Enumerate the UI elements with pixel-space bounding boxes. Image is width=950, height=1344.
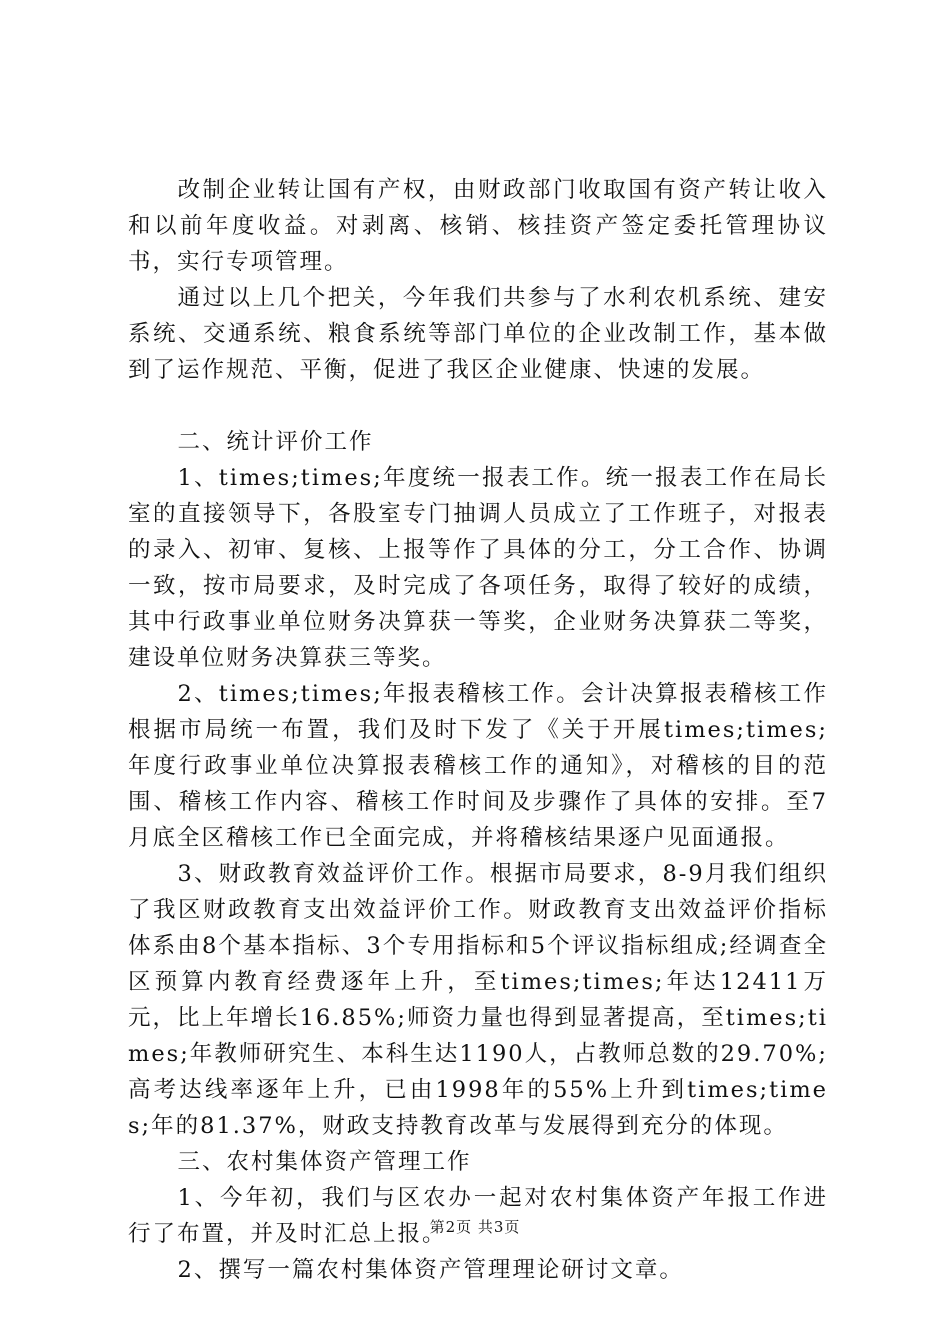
paragraph-research-article: 2、撰写一篇农村集体资产管理理论研讨文章。 bbox=[177, 1257, 684, 1283]
paragraph-education-evaluation: 3、财政教育效益评价工作。根据市局要求，8-9月我们组织了我区财政教育支出效益评价工作。财政教育支出效益评价指标体系由8个基本指标、3个专用指标和5个评议指标组成;经调查全区预算内教育经费逐年上升，至times;times;年达12411万元，比上年增长16.85%;师资力量也得到显著提高，至times;times;年教师研究生、本科生达1190人，占教师总数的29.70%;高考达线率逐年上升，已由1998年的55%上升到times;times;年的81.37%，财政支持教育改革与发展得到充分的体现。 bbox=[128, 861, 828, 1139]
page-footer: 第2页 共3页 bbox=[429, 1218, 521, 1236]
paragraph-asset-transfer: 改制企业转让国有产权，由财政部门收取国有资产转让收入和以前年度收益。对剥离、核销、核挂资产签定委托管理协议书，实行专项管理。 bbox=[128, 177, 828, 275]
paragraph-unified-reports: 1、times;times;年度统一报表工作。统一报表工作在局长室的直接领导下，各股室专门抽调人员成立了工作班子，对报表的录入、初审、复核、上报等作了具体的分工，分工合作、协调一致，按市局要求，及时完成了各项任务，取得了较好的成绩，其中行政事业单位财务决算获一等奖，企业财务决算获二等奖，建设单位财务决算获三等奖。 bbox=[128, 465, 828, 671]
document-body bbox=[128, 172, 828, 1288]
section-heading-statistics: 二、统计评价工作 bbox=[177, 429, 374, 455]
paragraph-report-audit: 2、times;times;年报表稽核工作。会计决算报表稽核工作根据市局统一布置，我们及时下发了《关于开展times;times;年度行政事业单位决算报表稽核工作的通知》，对稽核的目的范围、稽核工作内容、稽核工作时间及步骤作了具体的安排。至7月底全区稽核工作已全面完成，并将稽核结果逐户见面通报。 bbox=[128, 681, 828, 851]
section-heading-rural-assets: 三、农村集体资产管理工作 bbox=[177, 1149, 472, 1175]
paragraph-annual-report: 1、今年初，我们与区农办一起对农村集体资产年报工作进行了布置，并及时汇总上报。 bbox=[128, 1185, 828, 1247]
paragraph-enterprise-reform: 通过以上几个把关，今年我们共参与了水利农机系统、建安系统、交通系统、粮食系统等部门单位的企业改制工作，基本做到了运作规范、平衡，促进了我区企业健康、快速的发展。 bbox=[128, 285, 828, 383]
